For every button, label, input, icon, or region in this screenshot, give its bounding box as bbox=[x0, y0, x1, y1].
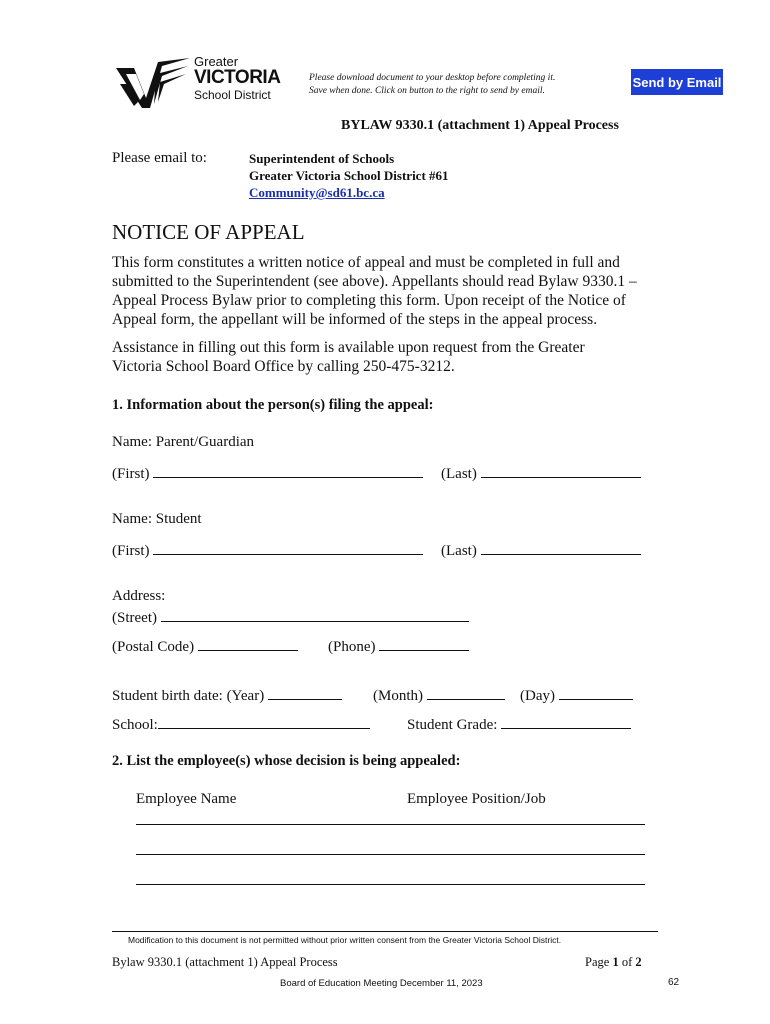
birth-month-field[interactable] bbox=[427, 685, 505, 700]
intro-paragraph bbox=[112, 253, 672, 329]
bylaw-title: BYLAW 9330.1 (attachment 1) Appeal Process bbox=[341, 118, 619, 133]
school-label: School: bbox=[112, 717, 158, 733]
grade-label: Student Grade: bbox=[407, 717, 498, 733]
employee-entry-line[interactable] bbox=[136, 824, 645, 825]
section-2-heading: 2. List the employee(s) whose decision is being appealed: bbox=[112, 753, 461, 769]
assistance-paragraph bbox=[112, 338, 672, 376]
recipient-email-link[interactable]: Community@sd61.bc.ca bbox=[249, 185, 385, 200]
birth-day-row bbox=[520, 685, 633, 705]
student-name-label: Name: Student bbox=[112, 511, 202, 527]
birth-day-label: (Day) bbox=[520, 688, 555, 704]
employee-name-column: Employee Name bbox=[136, 791, 237, 807]
logo-text-victoria: VICTORIA bbox=[194, 67, 281, 88]
postal-code-label: (Postal Code) bbox=[112, 639, 195, 655]
address-label: Address: bbox=[112, 588, 166, 604]
page-current: 1 bbox=[612, 955, 619, 969]
page-total: 2 bbox=[635, 955, 642, 969]
intro-line: Appeal form, the appellant will be informed of the steps in the appeal process. bbox=[112, 311, 598, 328]
parent-first-name-field[interactable] bbox=[153, 463, 423, 478]
phone-label: (Phone) bbox=[328, 639, 376, 655]
logo-text-greater: Greater bbox=[194, 54, 239, 69]
street-row bbox=[112, 607, 469, 627]
footer-page-indicator bbox=[585, 955, 642, 970]
assistance-line: Victoria School Board Office by calling 250-475-3212. bbox=[112, 358, 455, 375]
birth-year-row bbox=[112, 685, 342, 705]
student-last-name-field[interactable] bbox=[481, 540, 641, 555]
employee-entry-line[interactable] bbox=[136, 854, 645, 855]
school-field[interactable] bbox=[158, 714, 370, 729]
intro-line: This form constitutes a written notice of appeal and must be completed in full and bbox=[112, 254, 620, 271]
parent-last-name-field[interactable] bbox=[481, 463, 641, 478]
postal-code-field[interactable] bbox=[198, 636, 298, 651]
birth-year-field[interactable] bbox=[268, 685, 342, 700]
parent-first-row bbox=[112, 463, 423, 483]
section-1-heading: 1. Information about the person(s) filing the appeal: bbox=[112, 397, 434, 413]
intro-line: submitted to the Superintendent (see above). Appellants should read Bylaw 9330.1 – bbox=[112, 273, 637, 290]
last-label: (Last) bbox=[441, 466, 477, 482]
birth-day-field[interactable] bbox=[559, 685, 633, 700]
send-by-email-button[interactable]: Send by Email bbox=[631, 69, 723, 95]
birth-year-label: Student birth date: (Year) bbox=[112, 688, 265, 704]
email-label: Please email to: bbox=[112, 150, 207, 166]
instruction-line-2: Save when done. Click on button to the right to send by email. bbox=[309, 86, 545, 96]
instruction-line-1: Please download document to your desktop before completing it. bbox=[309, 73, 556, 83]
employee-entry-line[interactable] bbox=[136, 884, 645, 885]
student-last-row bbox=[441, 540, 641, 560]
district-logo bbox=[112, 54, 282, 112]
street-field[interactable] bbox=[161, 607, 469, 622]
download-instruction bbox=[309, 72, 619, 98]
modification-notice: Modification to this document is not permitted without prior written consent from the Greater Victoria School District. bbox=[128, 935, 562, 945]
recipient-line-2: Greater Victoria School District #61 bbox=[249, 168, 449, 183]
employee-position-column: Employee Position/Job bbox=[407, 791, 546, 807]
recipient-line-1: Superintendent of Schools bbox=[249, 151, 395, 166]
postal-row bbox=[112, 636, 298, 656]
parent-last-row bbox=[441, 463, 641, 483]
phone-field[interactable] bbox=[379, 636, 469, 651]
page-prefix: Page bbox=[585, 955, 613, 969]
student-first-name-field[interactable] bbox=[153, 540, 423, 555]
birth-month-label: (Month) bbox=[373, 688, 423, 704]
phone-row bbox=[328, 636, 469, 656]
birth-month-row bbox=[373, 685, 505, 705]
footer-divider bbox=[112, 931, 658, 932]
parent-name-label: Name: Parent/Guardian bbox=[112, 434, 255, 450]
notice-heading: NOTICE OF APPEAL bbox=[112, 220, 305, 244]
student-first-row bbox=[112, 540, 423, 560]
street-label: (Street) bbox=[112, 610, 157, 626]
last-label: (Last) bbox=[441, 543, 477, 559]
first-label: (First) bbox=[112, 466, 150, 482]
footer-bylaw-title: Bylaw 9330.1 (attachment 1) Appeal Process bbox=[112, 955, 338, 969]
intro-line: Appeal Process Bylaw prior to completing this form. Upon receipt of the Notice of bbox=[112, 292, 626, 309]
document-page-number: 62 bbox=[668, 977, 680, 988]
first-label: (First) bbox=[112, 543, 150, 559]
page-of: of bbox=[618, 955, 636, 969]
meeting-footer: Board of Education Meeting December 11, 2023 bbox=[280, 978, 483, 989]
grade-row bbox=[407, 714, 631, 734]
assistance-line: Assistance in filling out this form is available upon request from the Greater bbox=[112, 339, 585, 356]
logo-text-district: School District bbox=[194, 88, 271, 102]
logo-mark-icon bbox=[112, 54, 197, 112]
school-row bbox=[112, 714, 370, 734]
grade-field[interactable] bbox=[501, 714, 631, 729]
